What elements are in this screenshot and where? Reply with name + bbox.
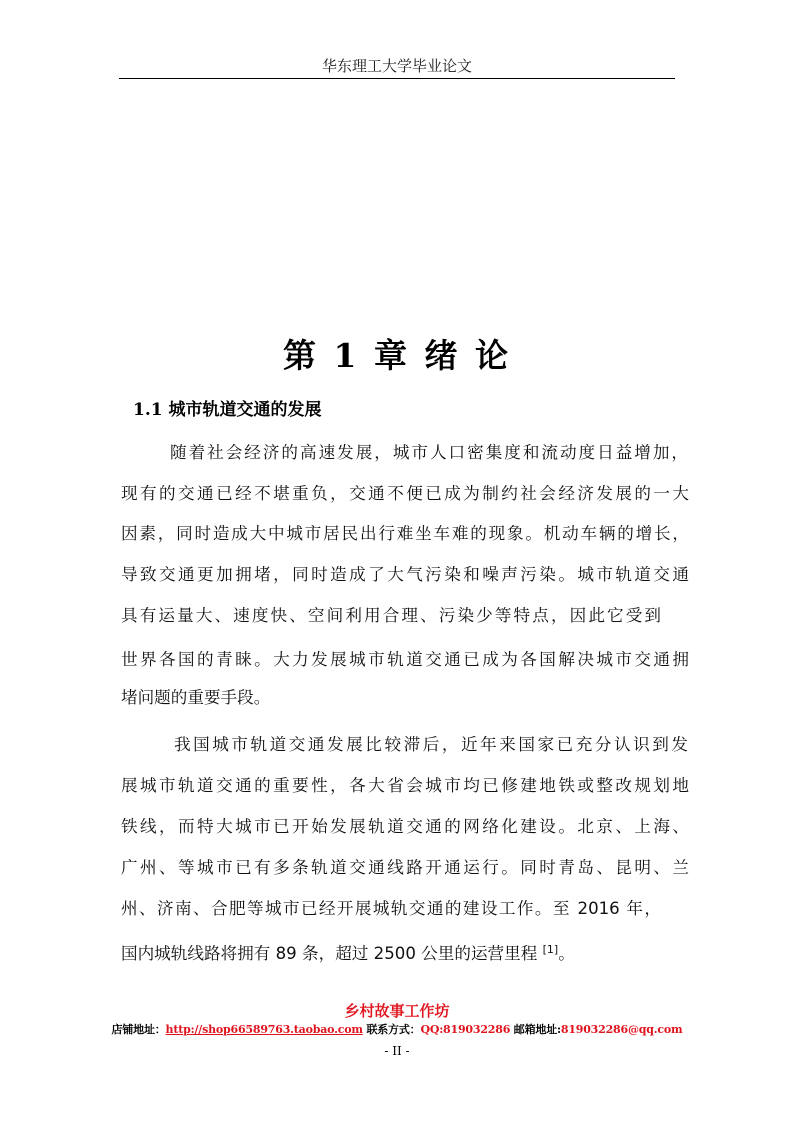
paragraph-1-line-5: 具有运量大、速度快、空间利用合理、污染少等特点，因此它受到 <box>121 606 661 625</box>
footer-brand: 乡村故事工作坊 <box>344 1002 450 1020</box>
footer-contact-line <box>0 1022 794 1038</box>
paragraph-1-line-4: 导致交通更加拥堵，同时造成了大气污染和噪声污染。城市轨道交通 <box>121 565 689 584</box>
paragraph-2-line-1: 我国城市轨道交通发展比较滞后，近年来国家已充分认识到发 <box>174 735 688 754</box>
contact-qq: QQ:819032286 <box>420 1023 511 1036</box>
paragraph-2-line-5: 州、济南、合肥等城市已经开展城轨交通的建设工作。至 2016 年， <box>121 899 661 918</box>
header-divider <box>119 78 675 79</box>
paragraph-1-line-1: 随着社会经济的高速发展，城市人口密集度和流动度日益增加， <box>170 443 688 462</box>
email-label: 邮箱地址: <box>513 1023 561 1036</box>
shop-url-link[interactable]: http://shop66589763.taobao.com <box>165 1023 363 1036</box>
paragraph-1-line-2: 现有的交通已经不堪重负，交通不便已成为制约社会经济发展的一大 <box>121 484 689 503</box>
paragraph-2-line-4: 广州、等城市已有多条轨道交通线路开通运行。同时青岛、昆明、兰 <box>121 858 689 877</box>
email-address[interactable]: 819032286@qq.com <box>560 1023 683 1036</box>
paragraph-1-line-3: 因素，同时造成大中城市居民出行难坐车难的现象。机动车辆的增长， <box>121 524 689 543</box>
chapter-title: 第 1 章 绪 论 <box>283 336 511 375</box>
citation-reference[interactable]: [1] <box>542 943 559 956</box>
paragraph-2-line-2: 展城市轨道交通的重要性，各大省会城市均已修建地铁或整改规划地 <box>121 776 689 795</box>
contact-label: 联系方式： <box>366 1023 421 1036</box>
page-number: - II - <box>384 1044 410 1058</box>
shop-address-label: 店铺地址： <box>111 1023 166 1036</box>
paragraph-2-line-6 <box>121 938 689 966</box>
page-header-title: 华东理工大学毕业论文 <box>321 57 472 75</box>
paragraph-1-line-6: 世界各国的青睐。大力发展城市轨道交通已成为各国解决城市交通拥 <box>121 650 689 669</box>
paragraph-2-line-6-text: 国内城轨线路将拥有 89 条，超过 2500 公里的运营里程 <box>121 944 538 963</box>
paragraph-1-line-7: 堵问题的重要手段。 <box>121 688 271 707</box>
paragraph-2-line-3: 铁线，而特大城市已开始发展轨道交通的网络化建设。北京、上海、 <box>121 817 689 836</box>
section-heading: 1.1 城市轨道交通的发展 <box>133 400 322 420</box>
end-punctuation: 。 <box>558 944 575 963</box>
